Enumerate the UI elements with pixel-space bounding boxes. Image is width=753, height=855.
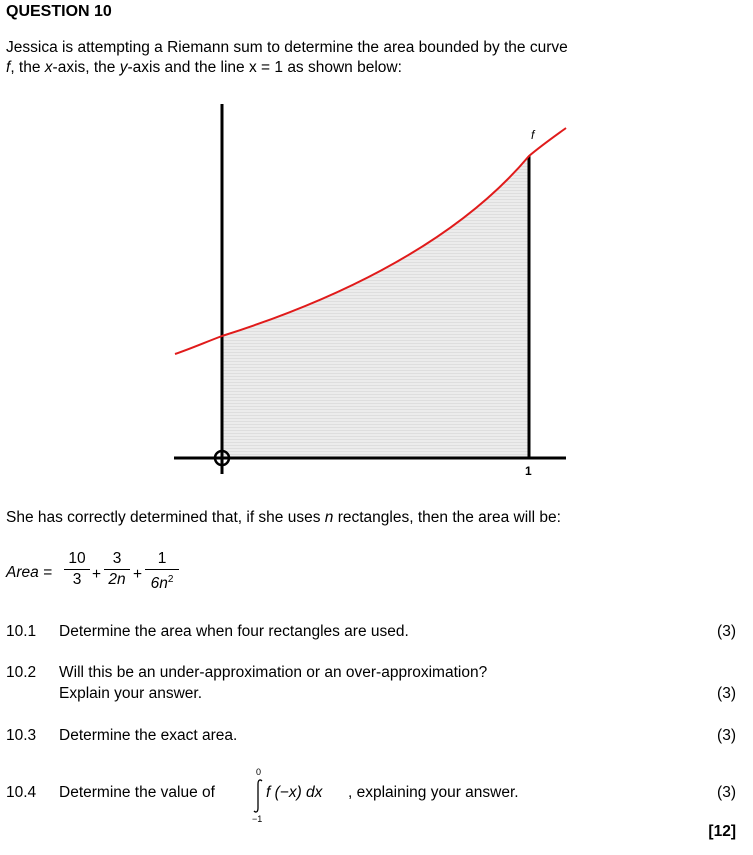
- question-10-3: 10.3 Determine the exact area. (3): [6, 727, 736, 744]
- riemann-graph: [170, 100, 570, 480]
- question-10-1: 10.1 Determine the area when four rectangles are used. (3): [6, 623, 736, 640]
- plus-sign: +: [92, 566, 102, 583]
- marks: (3): [717, 685, 736, 702]
- formula-lhs: Area =: [6, 564, 53, 581]
- plus-sign: +: [133, 566, 143, 583]
- total-marks: [12]: [708, 823, 736, 840]
- integral-upper-limit: 0: [256, 767, 262, 777]
- marks: (3): [717, 727, 736, 744]
- integral-sign: [252, 778, 264, 814]
- integrand: f (−x) dx: [266, 784, 323, 801]
- x-tick-label: 1: [525, 464, 532, 478]
- integral-lower-limit: −1: [252, 814, 263, 824]
- intro-f: f: [6, 59, 11, 76]
- fraction-3-over-2n: 3 2n: [104, 550, 130, 589]
- curve-label-f: f: [531, 128, 535, 142]
- fraction-1-over-6n2: 1 $6n^2$: [145, 550, 179, 593]
- fraction-10-over-3: 10 3: [64, 550, 90, 589]
- question-10-4: 10.4 Determine the value of 0 −1 f (−x) dx , explaining your answer. (3): [6, 767, 736, 824]
- area-statement: She has correctly determined that, if she uses n rectangles, then the area will be:: [6, 509, 561, 526]
- question-heading: QUESTION 10: [6, 3, 112, 20]
- marks: (3): [717, 623, 736, 640]
- intro-line-1: Jessica is attempting a Riemann sum to determine the area bounded by the curve: [6, 39, 568, 56]
- question-intro: Jessica is attempting a Riemann sum to determine the area bounded by the curve f, the x-axis, the y-axis and the line x = 1 as shown below:: [6, 39, 568, 76]
- marks: (3): [717, 784, 736, 801]
- question-10-2: 10.2 Will this be an under-approximation or an over-approximation? Explain your answer. (3): [6, 664, 736, 702]
